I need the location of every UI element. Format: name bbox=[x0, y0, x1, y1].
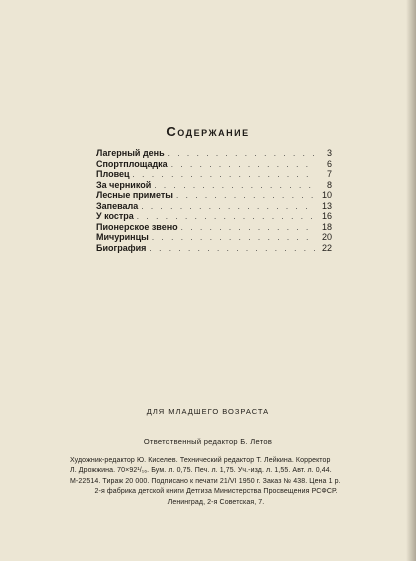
toc-entry bbox=[96, 211, 332, 222]
toc-entry bbox=[96, 169, 332, 180]
page-edge-shadow bbox=[406, 0, 416, 561]
toc-entry-page: 3 bbox=[326, 148, 332, 158]
toc-entry-page: 13 bbox=[321, 200, 332, 211]
toc-entry bbox=[96, 232, 332, 243]
toc-entry bbox=[96, 180, 332, 191]
dot-leader bbox=[133, 170, 315, 181]
toc-entry-title: Запевала bbox=[96, 200, 139, 211]
toc-entry bbox=[96, 148, 332, 159]
toc-entry-page: 7 bbox=[326, 169, 332, 179]
toc-entry bbox=[96, 159, 332, 170]
toc-entry-title: Пионерское звено bbox=[96, 221, 178, 232]
imprint bbox=[70, 456, 362, 508]
toc-entry-title: У костра bbox=[96, 211, 134, 221]
toc-entry bbox=[96, 190, 332, 201]
responsible-editor: Ответственный редактор Б. Летов bbox=[143, 437, 273, 446]
dot-leader bbox=[168, 149, 315, 160]
dot-leader bbox=[176, 191, 315, 202]
dot-leader bbox=[149, 244, 315, 255]
toc-entry-page: 6 bbox=[326, 158, 332, 169]
toc-entry-title: За черникой bbox=[96, 179, 152, 190]
toc-entry-page: 10 bbox=[321, 190, 332, 200]
imprint-line: Ленинград, 2-я Советская, 7. bbox=[167, 498, 265, 506]
toc-entry-page: 16 bbox=[321, 211, 332, 221]
dot-leader bbox=[154, 181, 315, 192]
toc-entry-page: 20 bbox=[321, 232, 332, 242]
toc-entry-title: Лагерный день bbox=[96, 148, 165, 158]
dot-leader bbox=[181, 223, 315, 234]
toc-entry-page: 22 bbox=[321, 242, 332, 253]
dot-leader bbox=[152, 233, 315, 244]
age-note: ДЛЯ МЛАДШЕГО ВОЗРАСТА bbox=[146, 407, 270, 416]
toc-entry-title: Лесные приметы bbox=[96, 190, 173, 200]
imprint-line: Л. Дрожжина. 70×92¹/₁₆. Бум. л. 0,75. Печ. л. 1,75. Уч.-изд. л. 1,55. Авт. л. 0,44. bbox=[70, 467, 332, 475]
toc-entry-title: Пловец bbox=[96, 169, 130, 179]
toc-entry bbox=[96, 243, 332, 254]
toc-entry-title: Спортплощадка bbox=[96, 158, 168, 169]
imprint-line: 2-я фабрика детской книги Детгиза Министерства Просвещения РСФСР. bbox=[94, 488, 338, 496]
toc-entry bbox=[96, 222, 332, 233]
imprint-line: М-22514. Тираж 20 000. Подписано к печати 21/VI 1950 г. Заказ № 438. Цена 1 р. bbox=[70, 477, 341, 485]
toc-entry-title: Мичуринцы bbox=[96, 232, 149, 242]
toc-entry-page: 8 bbox=[326, 179, 332, 190]
dot-leader bbox=[141, 202, 315, 213]
table-of-contents bbox=[96, 148, 332, 253]
dot-leader bbox=[171, 160, 315, 171]
toc-entry-page: 18 bbox=[321, 221, 332, 232]
imprint-line: Художник-редактор Ю. Киселев. Технический редактор Т. Лейкина. Корректор bbox=[70, 457, 331, 464]
toc-entry bbox=[96, 201, 332, 212]
toc-heading: Содержание bbox=[166, 124, 250, 139]
toc-entry-title: Биография bbox=[96, 242, 147, 253]
